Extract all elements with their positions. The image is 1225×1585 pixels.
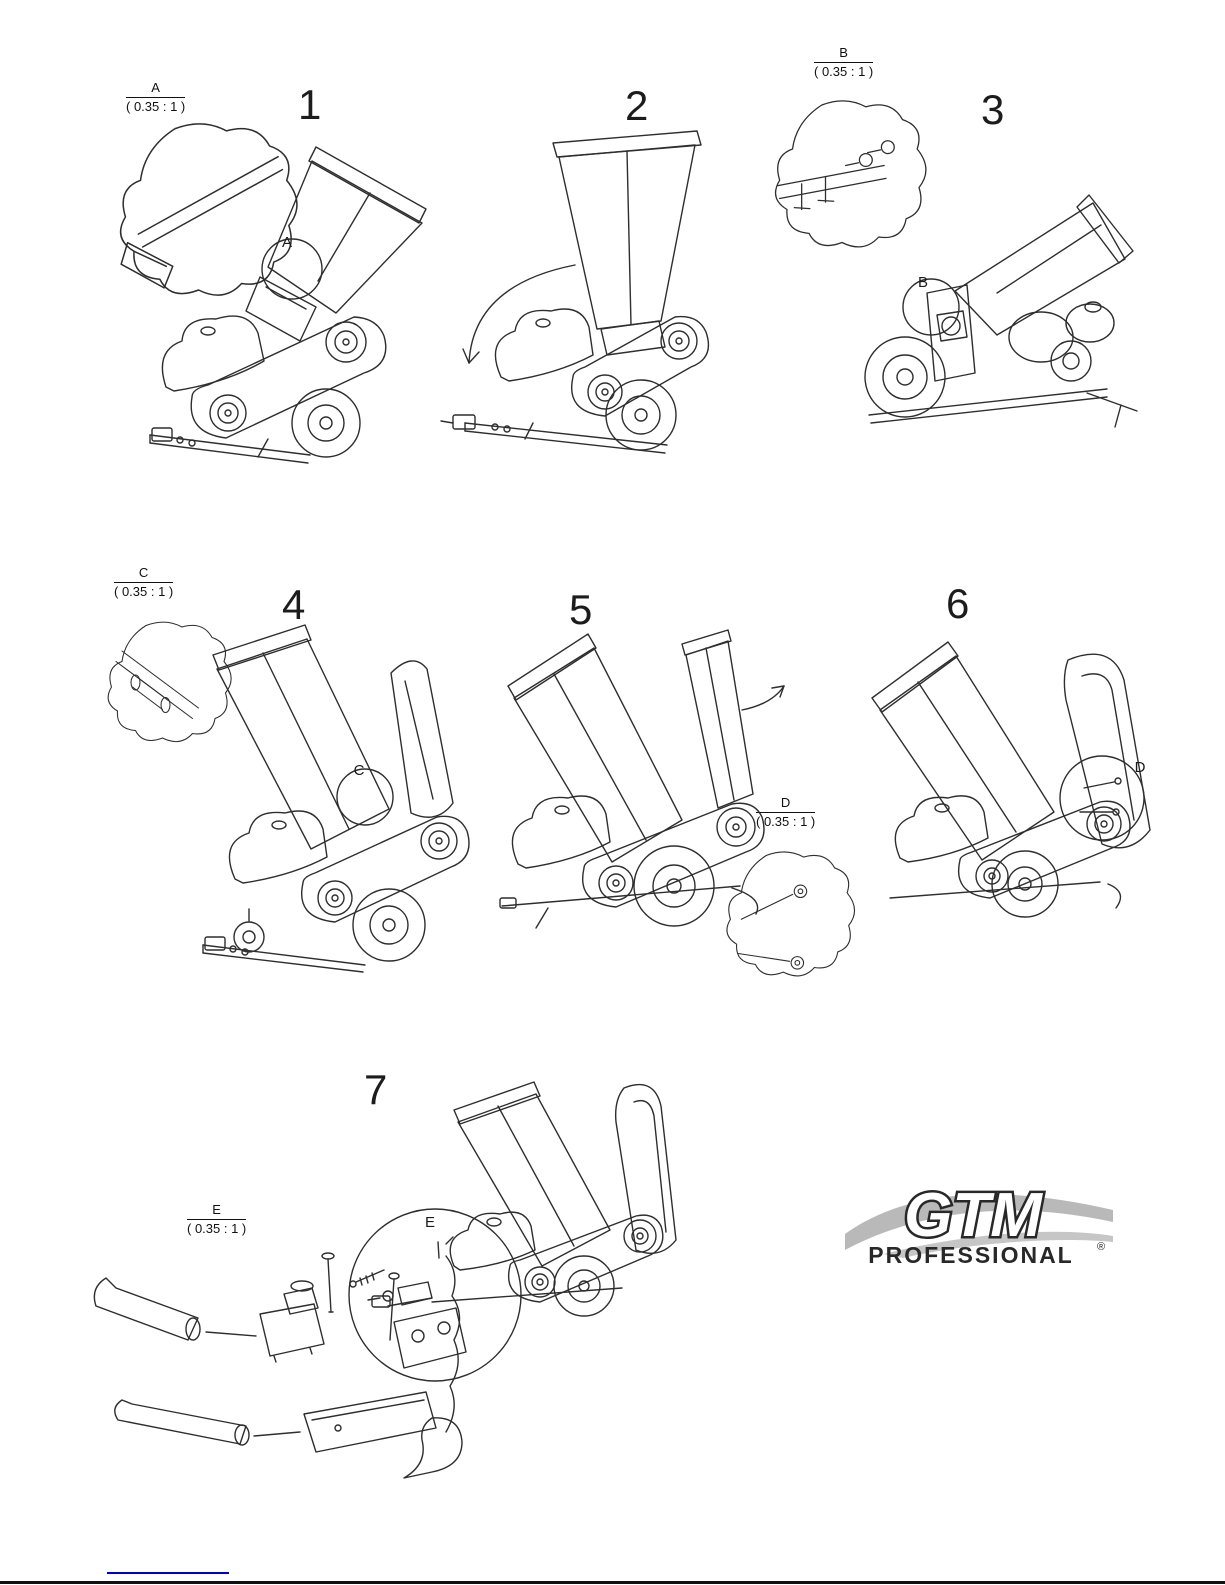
frame [150, 428, 310, 463]
bolt-2 [389, 1273, 399, 1340]
hopper [553, 131, 701, 355]
engine [895, 796, 988, 862]
hopper [454, 1082, 610, 1266]
fold-arrow [742, 686, 784, 710]
skid-foot [404, 1418, 462, 1478]
wheel [234, 889, 425, 961]
callout-letter-a: A [281, 234, 293, 251]
detail-scale-e: ( 0.35 : 1 ) [187, 1221, 247, 1237]
step-number-3: 3 [981, 86, 1005, 133]
callout-letter-e: E [424, 1214, 436, 1231]
screw [350, 1270, 384, 1287]
footer-link-underline[interactable] [107, 1572, 229, 1574]
logo-registered-mark: ® [1097, 1241, 1106, 1253]
page-bottom-border [0, 1581, 1225, 1584]
detail-label-e [187, 1202, 246, 1238]
step-number-4: 4 [282, 581, 306, 628]
upper-tow-tube [94, 1278, 256, 1340]
wheel [292, 389, 360, 457]
callout-letter-c: C [353, 762, 365, 779]
belt-guard [572, 317, 709, 416]
frame [869, 389, 1137, 427]
step-2-illustration [425, 115, 735, 465]
detail-letter-b: B [814, 45, 873, 63]
logo-brand-text: GTM [904, 1181, 1042, 1250]
frame [441, 415, 667, 453]
logo-subtitle-text: PROFESSIONAL [868, 1242, 1074, 1268]
engine [229, 811, 327, 883]
detail-letter-e: E [187, 1202, 246, 1220]
hitch-coupler [260, 1281, 324, 1362]
lower-tow-tube [115, 1400, 300, 1445]
callout-circle-d [1060, 756, 1144, 840]
discharge-chute [682, 630, 753, 808]
callout-circle-b [903, 279, 959, 335]
detail-scale-a: ( 0.35 : 1 ) [126, 99, 186, 115]
engine [162, 316, 264, 391]
cross-beam [304, 1392, 436, 1452]
bolt-long [322, 1253, 334, 1312]
step-number-1: 1 [298, 81, 322, 128]
curved-chute [616, 1085, 676, 1254]
step-number-5: 5 [569, 586, 593, 633]
detail-scale-d: ( 0.35 : 1 ) [756, 814, 816, 830]
detail-label-b [814, 45, 873, 81]
step-1-illustration [140, 135, 460, 460]
tilt-arrow [463, 265, 575, 363]
detail-scale-b: ( 0.35 : 1 ) [814, 64, 874, 80]
discharge-chute [391, 661, 453, 817]
detail-d-view [718, 828, 858, 1023]
frame [203, 937, 365, 972]
hopper [268, 147, 426, 313]
step-3-illustration [835, 165, 1145, 440]
step-4-illustration [185, 615, 485, 975]
detail-label-a [126, 80, 185, 116]
callout-letter-d: D [1134, 759, 1146, 776]
engine [1009, 302, 1114, 381]
hopper [213, 625, 389, 849]
cloud-edge [446, 1256, 460, 1432]
detail-e-view [88, 1248, 483, 1533]
detail-letter-a: A [126, 80, 185, 98]
hopper [955, 195, 1133, 335]
detail-label-c [114, 565, 173, 601]
wheel [634, 846, 714, 926]
hopper [508, 634, 682, 862]
engine [512, 796, 610, 868]
detail-letter-d: D [756, 795, 815, 813]
step-number-2: 2 [625, 82, 649, 129]
infeed-throat [246, 277, 316, 341]
curved-chute [1064, 654, 1150, 848]
housing [927, 285, 975, 381]
step-number-7: 7 [364, 1066, 388, 1113]
step-number-6: 6 [946, 580, 970, 627]
step-6-illustration [862, 622, 1177, 922]
detail-letter-c: C [114, 565, 173, 583]
callout-letter-b: B [917, 274, 929, 291]
wheel [865, 337, 945, 417]
detail-scale-c: ( 0.35 : 1 ) [114, 584, 174, 600]
callout-circle-c [337, 769, 393, 825]
gtm-logo [843, 1170, 1115, 1270]
wheel [554, 1256, 614, 1316]
hopper [872, 642, 1054, 860]
